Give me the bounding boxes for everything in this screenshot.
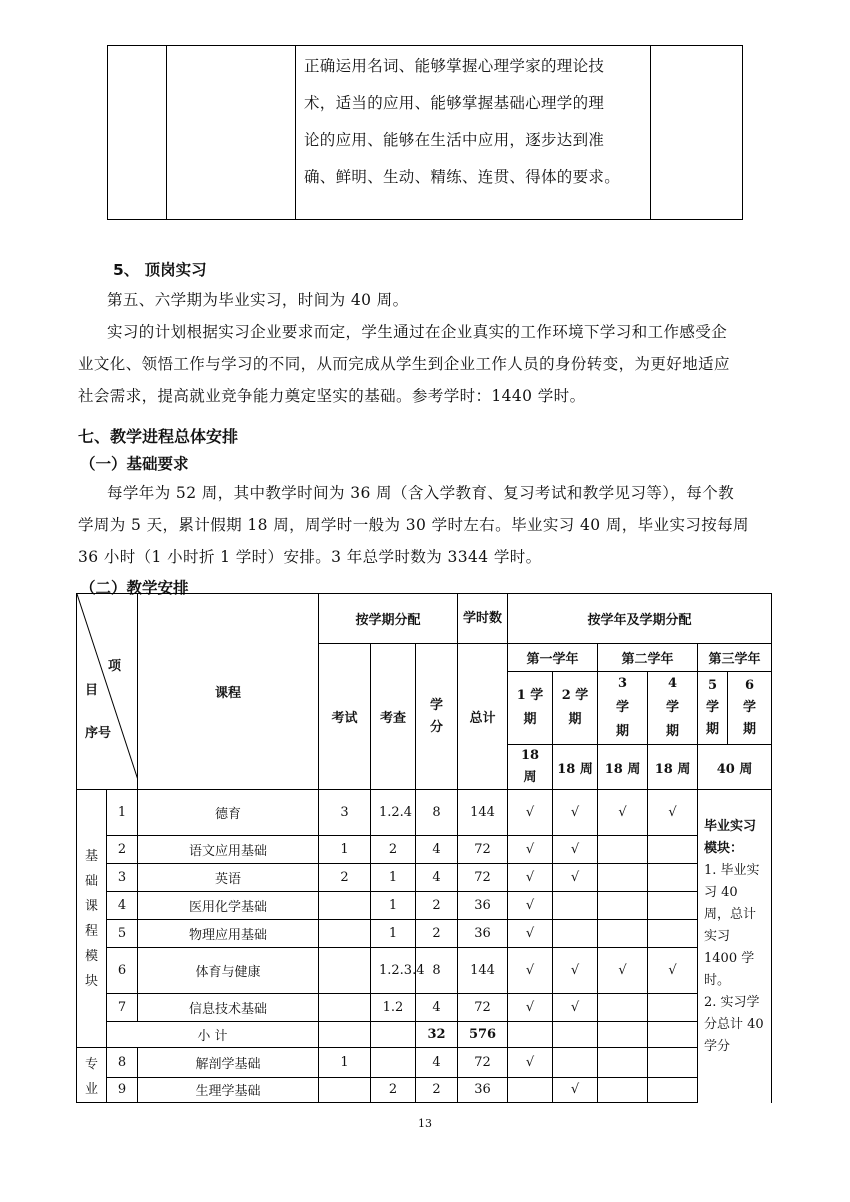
row-sem3-mark (598, 1077, 648, 1102)
top-table-col1 (108, 46, 167, 220)
sem1-header: 1 学期 (508, 672, 553, 745)
row-sem1-mark: √ (508, 948, 553, 994)
row-sem4-mark (648, 994, 698, 1022)
row-sem2-mark: √ (553, 994, 598, 1022)
row-check: 1.2.3.4 (371, 948, 416, 994)
row-course: 体育与健康 (138, 948, 319, 994)
top-table-text-cell (296, 46, 651, 220)
row-sem1-mark: √ (508, 892, 553, 920)
row-sem2-mark: √ (553, 1077, 598, 1102)
row-credit: 8 (416, 948, 458, 994)
module-prof-label: 专业 (77, 1048, 107, 1103)
by-semester-header: 按学期分配 (319, 594, 458, 644)
row-credit: 8 (416, 790, 458, 836)
page-number: 13 (418, 1117, 432, 1130)
check-header: 考查 (371, 644, 416, 790)
row-credit: 4 (416, 864, 458, 892)
section5-paragraph2-line: 实习的计划根据实习企业要求而定，学生通过在企业真实的工作环境下学习和工作感受企 (107, 323, 728, 341)
weeks-year3: 40 周 (698, 745, 772, 790)
row-sem1-mark: √ (508, 790, 553, 836)
row-sem1-mark: √ (508, 1048, 553, 1078)
row-hours: 72 (458, 836, 508, 864)
header-mu-label: 目 (85, 683, 99, 698)
row-hours: 72 (458, 864, 508, 892)
sem5-header: 5 学期 (698, 672, 728, 745)
row-hours: 144 (458, 948, 508, 994)
row-sem3-mark: √ (598, 790, 648, 836)
row-no: 9 (107, 1077, 138, 1102)
weeks-sem4: 18 周 (648, 745, 698, 790)
subtotal-exam (319, 1022, 371, 1048)
subtotal-sem2 (553, 1022, 598, 1048)
row-credit: 2 (416, 1077, 458, 1102)
row-sem2-mark: √ (553, 790, 598, 836)
course-header: 课程 (138, 594, 319, 790)
row-sem4-mark (648, 1048, 698, 1078)
sem3-header: 3 学期 (598, 672, 648, 745)
row-no: 2 (107, 836, 138, 864)
year1-header: 第一学年 (508, 644, 598, 672)
row-course: 语文应用基础 (138, 836, 319, 864)
row-sem4-mark (648, 920, 698, 948)
teaching-schedule-table (76, 593, 772, 1103)
row-exam: 2 (319, 864, 371, 892)
row-credit: 2 (416, 892, 458, 920)
weeks-sem2: 18 周 (553, 745, 598, 790)
row-course: 信息技术基础 (138, 994, 319, 1022)
row-check: 1.2 (371, 994, 416, 1022)
row-no: 1 (107, 790, 138, 836)
row-sem3-mark (598, 864, 648, 892)
hours-header: 学时数 (458, 594, 508, 644)
row-course: 德育 (138, 790, 319, 836)
section5-paragraph2-line: 社会需求，提高就业竞争能力奠定坚实的基础。参考学时：1440 学时。 (78, 387, 586, 405)
row-sem2-mark: √ (553, 864, 598, 892)
row-credit: 2 (416, 920, 458, 948)
header-item-label: 项 (108, 659, 122, 674)
row-hours: 36 (458, 920, 508, 948)
row-sem2-mark: √ (553, 948, 598, 994)
by-year-header: 按学年及学期分配 (508, 594, 772, 644)
row-course: 医用化学基础 (138, 892, 319, 920)
sem4-header: 4 学期 (648, 672, 698, 745)
section5-paragraph1: 第五、六学期为毕业实习，时间为 40 周。 (107, 291, 409, 309)
section7-paragraph-line: 36 小时（1 小时折 1 学时）安排。3 年总学时数为 3344 学时。 (78, 548, 542, 566)
note-line: 1. 毕业实习 40 周，总计实习 1400 学时。 (704, 863, 760, 988)
row-sem2-mark (553, 1048, 598, 1078)
year2-header: 第二学年 (598, 644, 698, 672)
row-course: 生理学基础 (138, 1077, 319, 1102)
row-sem1-mark: √ (508, 920, 553, 948)
row-exam (319, 1077, 371, 1102)
row-sem3-mark: √ (598, 948, 648, 994)
row-hours: 144 (458, 790, 508, 836)
section7-sub1-heading: （一）基础要求 (80, 455, 189, 473)
total-header: 总计 (458, 644, 508, 790)
subtotal-credit: 32 (416, 1022, 458, 1048)
year3-header: 第三学年 (698, 644, 772, 672)
row-hours: 36 (458, 1077, 508, 1102)
section5-paragraph2-line: 业文化、领悟工作与学习的不同，从而完成从学生到企业工作人员的身份转变，为更好地适应 (78, 355, 730, 373)
credit-header: 学分 (416, 644, 458, 790)
subtotal-sem4 (648, 1022, 698, 1048)
row-sem1-mark: √ (508, 994, 553, 1022)
row-check: 1 (371, 892, 416, 920)
row-check: 1 (371, 920, 416, 948)
sem2-header: 2 学期 (553, 672, 598, 745)
section7-paragraph-line: 每学年为 52 周，其中教学时间为 36 周（含入学教育、复习考试和教学见习等），每个教 (107, 484, 735, 502)
top-table-col2 (167, 46, 296, 220)
row-sem1-mark: √ (508, 864, 553, 892)
row-credit: 4 (416, 836, 458, 864)
row-no: 3 (107, 864, 138, 892)
row-sem3-mark (598, 892, 648, 920)
subtotal-sem1 (508, 1022, 553, 1048)
row-sem1-mark: √ (508, 836, 553, 864)
subtotal-sem3 (598, 1022, 648, 1048)
row-check: 1.2.4 (371, 790, 416, 836)
internship-note (698, 790, 772, 1103)
section7-heading: 七、教学进程总体安排 (78, 427, 239, 446)
row-sem4-mark (648, 892, 698, 920)
row-sem4-mark (648, 836, 698, 864)
section7-sub2-heading: （二）教学安排 (80, 579, 189, 597)
weeks-sem1: 18 周 (508, 745, 553, 790)
row-no: 4 (107, 892, 138, 920)
row-hours: 72 (458, 994, 508, 1022)
row-sem1-mark (508, 1077, 553, 1102)
row-credit: 4 (416, 994, 458, 1022)
row-sem4-mark (648, 864, 698, 892)
row-sem2-mark (553, 892, 598, 920)
row-no: 6 (107, 948, 138, 994)
row-sem4-mark: √ (648, 948, 698, 994)
row-check: 2 (371, 836, 416, 864)
top-text-line: 术，适当的应用、能够掌握基础心理学的理 (304, 94, 605, 112)
row-exam (319, 994, 371, 1022)
row-hours: 72 (458, 1048, 508, 1078)
top-table-col4 (651, 46, 743, 220)
top-text-line: 确、鲜明、生动、精练、连贯、得体的要求。 (304, 168, 621, 186)
note-title: 毕业实习模块： (704, 819, 757, 856)
row-sem3-mark (598, 836, 648, 864)
row-hours: 36 (458, 892, 508, 920)
row-sem4-mark (648, 1077, 698, 1102)
row-exam: 1 (319, 836, 371, 864)
top-text-line: 正确运用名词、能够掌握心理学家的理论技 (304, 57, 605, 75)
module-basic-label: 基础课程模块 (77, 790, 107, 1048)
row-course: 物理应用基础 (138, 920, 319, 948)
row-course: 英语 (138, 864, 319, 892)
row-exam (319, 948, 371, 994)
row-no: 5 (107, 920, 138, 948)
subtotal-label: 小 计 (107, 1022, 319, 1048)
row-sem2-mark: √ (553, 836, 598, 864)
top-text-line: 论的应用、能够在生活中应用，逐步达到准 (304, 131, 605, 149)
row-sem2-mark (553, 920, 598, 948)
note-line: 2. 实习学分总计 40 学分 (704, 995, 764, 1054)
row-check: 1 (371, 864, 416, 892)
row-check (371, 1048, 416, 1078)
sem6-header: 6 学期 (728, 672, 772, 745)
row-exam: 3 (319, 790, 371, 836)
row-sem4-mark: √ (648, 790, 698, 836)
row-no: 8 (107, 1048, 138, 1078)
row-check: 2 (371, 1077, 416, 1102)
section5-heading: 5、 顶岗实习 (113, 261, 207, 279)
weeks-sem3: 18 周 (598, 745, 648, 790)
row-sem3-mark (598, 1048, 648, 1078)
row-credit: 4 (416, 1048, 458, 1078)
top-continuation-table (107, 45, 743, 220)
row-no: 7 (107, 994, 138, 1022)
subtotal-hours: 576 (458, 1022, 508, 1048)
row-exam: 1 (319, 1048, 371, 1078)
section7-paragraph-line: 学周为 5 天，累计假期 18 周，周学时一般为 30 学时左右。毕业实习 40 周，毕业实习按每周 (78, 516, 749, 534)
exam-header: 考试 (319, 644, 371, 790)
subtotal-check (371, 1022, 416, 1048)
header-seq-label: 序号 (85, 726, 112, 741)
item-sequence-header (77, 594, 138, 790)
row-sem3-mark (598, 994, 648, 1022)
row-course: 解剖学基础 (138, 1048, 319, 1078)
row-sem3-mark (598, 920, 648, 948)
row-exam (319, 892, 371, 920)
row-exam (319, 920, 371, 948)
